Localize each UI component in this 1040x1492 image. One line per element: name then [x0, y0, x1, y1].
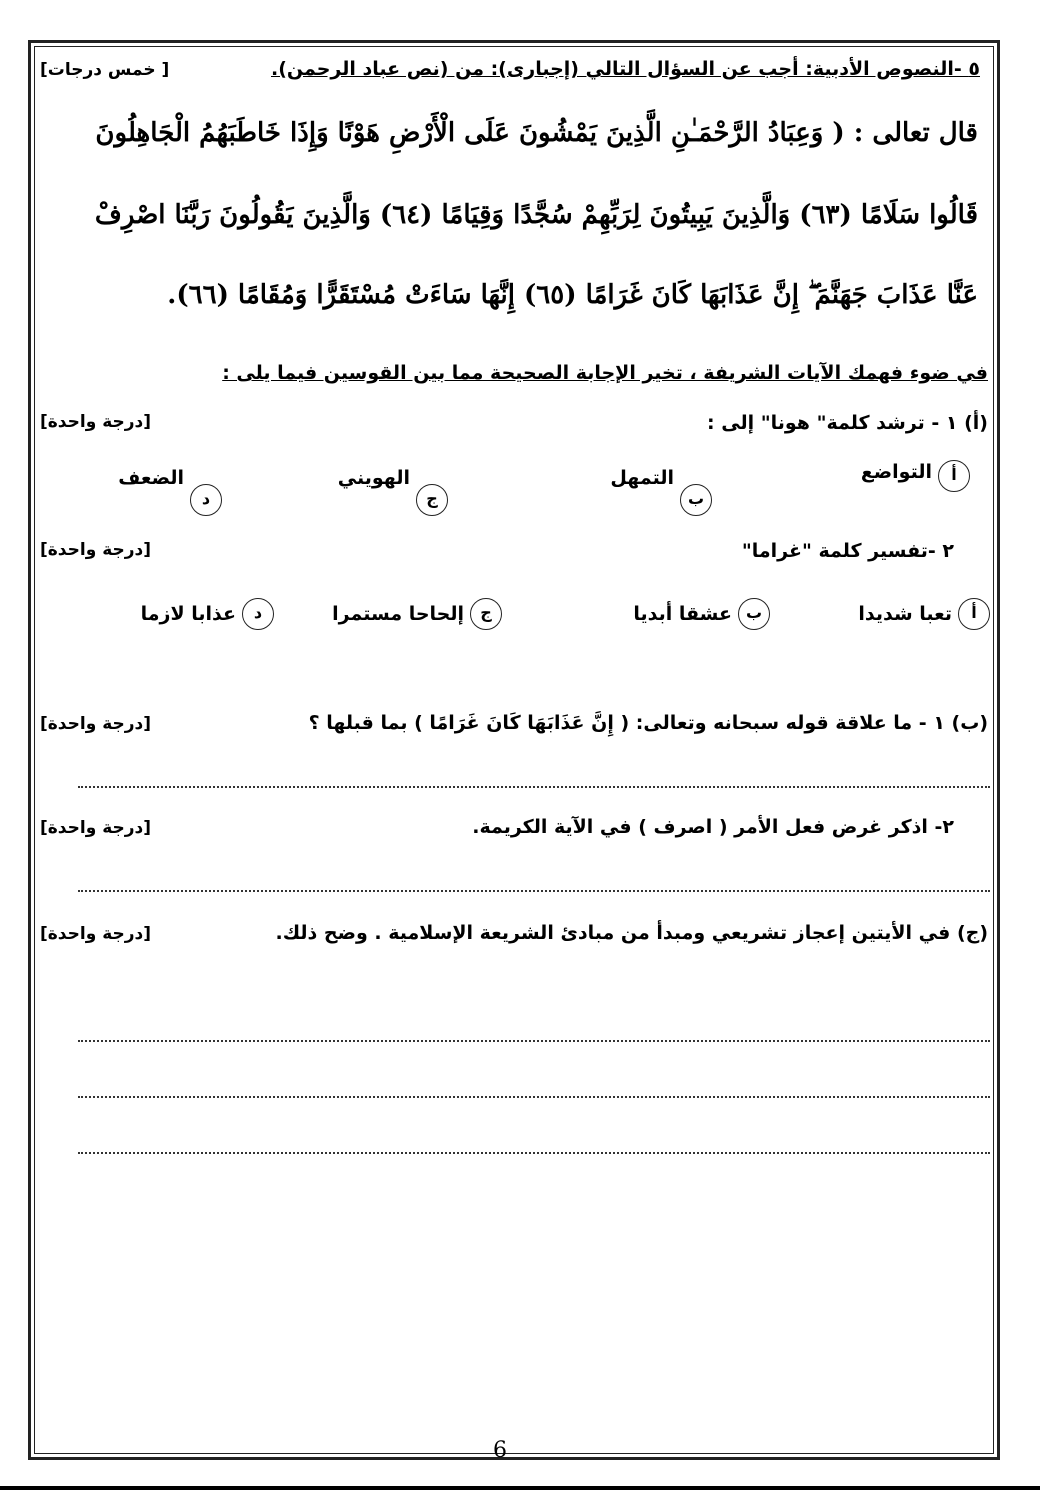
option-letter-circle: د	[190, 484, 222, 516]
answer-line-b1[interactable]	[78, 786, 990, 788]
answer-line-b2[interactable]	[78, 890, 990, 892]
page-number: 6	[493, 1438, 507, 1463]
option-letter-circle: ج	[416, 484, 448, 516]
option-a2-ba[interactable]: ب عشقا أبديا	[633, 598, 770, 630]
answer-line-c-2[interactable]	[78, 1096, 990, 1098]
grade-b1: [درجة واحدة]	[40, 714, 152, 734]
page-frame-inner	[34, 46, 994, 1454]
option-letter-circle: أ	[938, 460, 970, 492]
option-letter-circle: أ	[958, 598, 990, 630]
grade-a1: [درجة واحدة]	[40, 412, 152, 432]
question-c: (ج) في الأيتين إعجاز تشريعي ومبدأ من مبادئ الشريعة الإسلامية . وضح ذلك.	[275, 922, 988, 944]
option-a1-dal[interactable]: د الضعف	[118, 466, 222, 498]
option-a2-alef[interactable]: أ تعبا شديدا	[858, 598, 990, 630]
question-b1: (ب) ١ - ما علاقة قوله سبحانه وتعالى: ( إِنَّ عَذَابَهَا كَانَ غَرَامًا ) بما قبلها ؟	[308, 712, 988, 734]
verse-line-1: قال تعالى : ( وَعِبَادُ الرَّحْمَـٰنِ الَّذِينَ يَمْشُونَ عَلَى الْأَرْضِ هَوْنًا وَإِذَا خَاطَبَهُمُ الْجَاهِلُونَ	[95, 118, 978, 148]
instruction: في ضوء فهمك الآيات الشريفة ، تخير الإجابة الصحيحة مما بين القوسين فيما يلى :	[222, 362, 988, 384]
option-a2-dal[interactable]: د عذابا لازما	[141, 598, 274, 630]
grade-b2: [درجة واحدة]	[40, 818, 152, 838]
option-letter-circle: د	[242, 598, 274, 630]
option-letter-circle: ج	[470, 598, 502, 630]
answer-line-c-3[interactable]	[78, 1152, 990, 1154]
bottom-rule	[0, 1486, 1040, 1490]
section-title: ٥ -النصوص الأدبية: أجب عن السؤال التالي (إجبارى): من (نص عباد الرحمن).	[271, 58, 980, 80]
verse-line-3: عَنَّا عَذَابَ جَهَنَّمَ ۖ إِنَّ عَذَابَهَا كَانَ غَرَامًا (٦٥) إِنَّهَا سَاءَتْ مُسْتَقَرًّا وَمُقَامًا (٦٦).	[167, 280, 978, 310]
option-a1-jim[interactable]: ج الهويني	[338, 466, 448, 498]
section-grade: [ خمس درجات]	[40, 60, 170, 80]
option-letter-circle: ب	[680, 484, 712, 516]
question-b2: ٢- اذكر غرض فعل الأمر ( اصرف ) في الآية الكريمة.	[472, 816, 954, 838]
option-a1-ba[interactable]: ب التمهل	[610, 466, 712, 498]
verse-line-2: قَالُوا سَلَامًا (٦٣) وَالَّذِينَ يَبِيتُونَ لِرَبِّهِمْ سُجَّدًا وَقِيَامًا (٦٤) وَالَّذِينَ يَقُولُونَ رَبَّنَا اصْرِفْ	[94, 200, 978, 230]
answer-line-c-1[interactable]	[78, 1040, 990, 1042]
question-a2: ٢ -تفسير كلمة "غراما"	[741, 540, 954, 562]
option-a2-jim[interactable]: ج إلحاحا مستمرا	[332, 598, 502, 630]
question-a1: (أ) ١ - ترشد كلمة" هونا" إلى :	[707, 412, 988, 434]
option-a1-alef[interactable]: أ التواضع	[861, 460, 970, 492]
option-letter-circle: ب	[738, 598, 770, 630]
grade-c: [درجة واحدة]	[40, 924, 152, 944]
grade-a2: [درجة واحدة]	[40, 540, 152, 560]
